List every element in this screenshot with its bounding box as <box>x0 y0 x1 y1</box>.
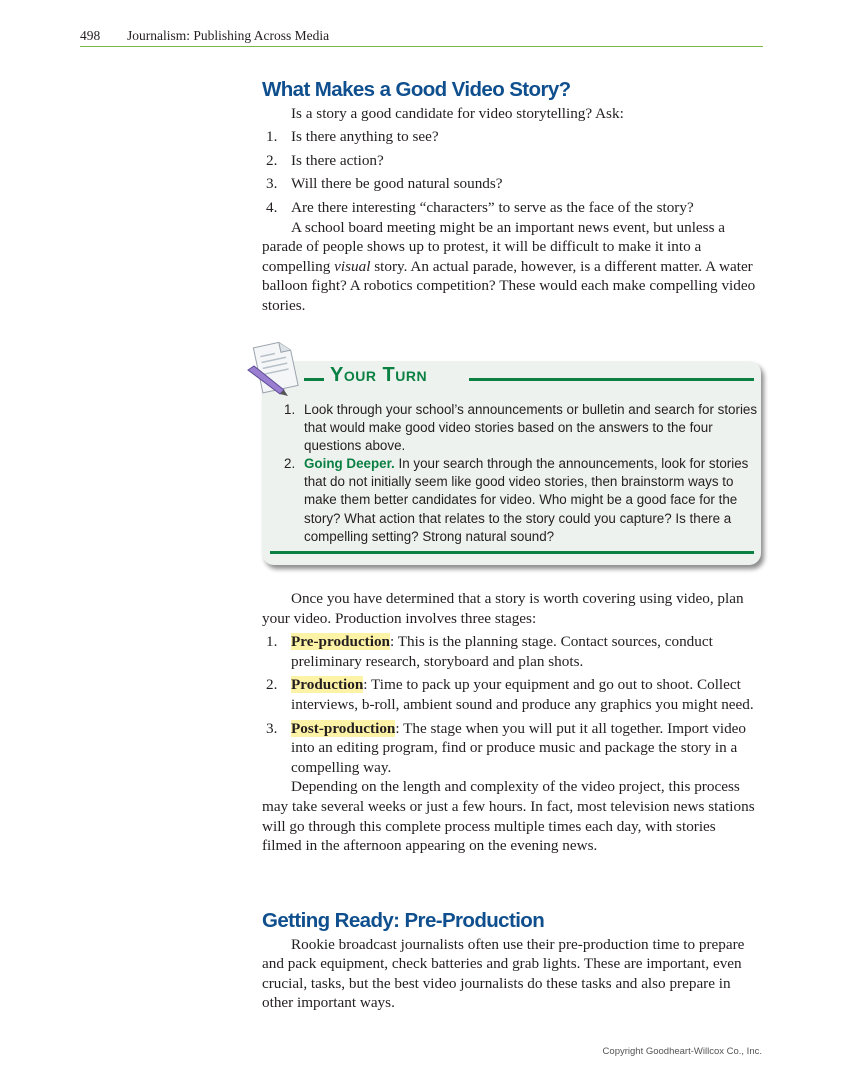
page-number: 498 <box>80 28 101 43</box>
questions-list <box>262 127 757 217</box>
divider <box>270 551 754 554</box>
your-turn-box <box>262 361 761 565</box>
list-item: 2. Production: Time to pack up your equipment and go out to shoot. Collect interviews, b-roll, ambient sound and produce any graphics you might need. <box>266 676 754 713</box>
section-production <box>262 589 757 856</box>
highlighted-term: Production <box>291 676 364 694</box>
your-turn-title: Your Turn <box>330 364 428 386</box>
list-item: 2. Going Deeper. In your search through the announcements, look for stories that do not initially seem like good video stories, then brainstorm ways to make them better candidates for video. Who might be a good face for the story? What action that relates to the story could you capture? Is there a compelling setting? Strong natural sound? <box>284 456 749 544</box>
divider <box>304 378 324 381</box>
running-header <box>80 27 763 47</box>
your-turn-list <box>284 401 759 546</box>
highlighted-term: Post-production <box>291 719 396 737</box>
body-paragraph: A school board meeting might be an important news event, but unless a parade of people shows up to protest, it will be difficult to make it into a compelling visual story. An actual parade, however, is a different matter. A water balloon fight? A robotics competition? These would each make compelling video stories. <box>262 218 756 314</box>
section-heading: Getting Ready: Pre-Production <box>262 909 545 932</box>
body-paragraph: Rookie broadcast journalists often use their pre-production time to prepare and pack equipment, check batteries and grab lights. These are important, even crucial, tasks, but the best video journalists do these tasks and also prepare in other important ways. <box>262 935 745 1012</box>
section-video-story <box>262 80 757 316</box>
section-pre-production <box>262 911 757 1013</box>
list-item: 4. Are there interesting “characters” to serve as the face of the story? <box>266 198 694 216</box>
highlighted-term: Pre-production <box>291 633 391 651</box>
list-item: 1. Is there anything to see? <box>266 128 439 146</box>
list-item: 3. Post-production: The stage when you will put it all together. Import video into an editing program, find or produce music and package the story in a compelling way. <box>266 719 747 776</box>
list-item: 3. Will there be good natural sounds? <box>266 175 503 193</box>
list-item: 2. Is there action? <box>266 151 384 169</box>
copyright: Copyright Goodheart-Willcox Co., Inc. <box>602 1046 762 1057</box>
document-pen-icon <box>244 338 304 400</box>
intro-paragraph: Once you have determined that a story is worth covering using video, plan your video. Production involves three stages: <box>262 590 744 627</box>
body-paragraph: Depending on the length and complexity of the video project, this process may take several weeks or just a few hours. In fact, most television news stations will go through this complete process multiple times each day, with stories filmed in the afternoon appearing on the evening news. <box>262 778 755 855</box>
book-title: Journalism: Publishing Across Media <box>127 28 330 43</box>
intro-paragraph: Is a story a good candidate for video storytelling? Ask: <box>291 104 624 122</box>
section-heading: What Makes a Good Video Story? <box>262 78 571 101</box>
list-item: 1. Pre-production: This is the planning stage. Contact sources, conduct preliminary research, storyboard and plan shots. <box>266 633 713 670</box>
divider <box>469 378 754 381</box>
list-item: 1. Look through your school’s announcements or bulletin and search for stories that would make good video stories based on the answers to the four questions above. <box>284 402 758 454</box>
stages-list <box>262 632 757 777</box>
